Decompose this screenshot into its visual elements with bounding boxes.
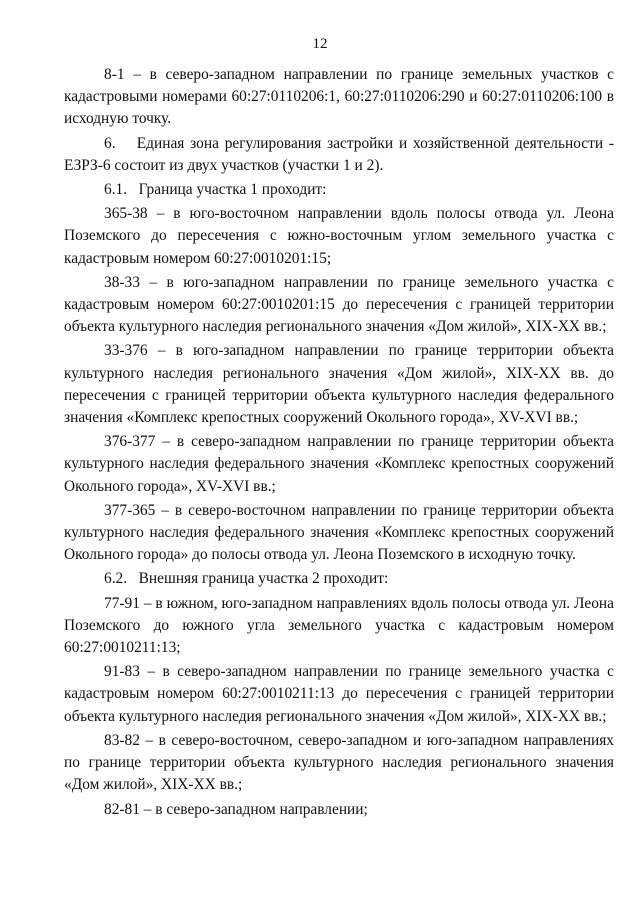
paragraph-boundary-82-81: 82-81 – в северо-западном направлении; <box>104 800 368 818</box>
document-body <box>64 64 614 821</box>
paragraph-boundary-377-365: 377-365 – в северо-восточном направлении по границе территории объекта культурного наследия федерального значения «Комплекс крепостных сооружений Окольного города» до полосы отвода ул. Леона Поземского в исходную точку. <box>64 501 614 564</box>
paragraph-boundary-376-377: 376-377 – в северо-западном направлении по границе территории объекта культурного наследия федерального значения «Комплекс крепостных сооружений Окольного города», XV-XVI вв.; <box>64 433 614 495</box>
paragraph-section-6-1: 6.1. Граница участка 1 проходит: <box>104 181 327 199</box>
paragraph-boundary-8-1: 8-1 – в северо-западном направлении по границе земельных участков с кадастровыми номерами 60:27:0110206:1, 60:27:0110206:290 и 60:27:0110206:100 в исходную точку. <box>64 66 614 128</box>
paragraph-boundary-91-83: 91-83 – в северо-западном направлении по границе земельного участка с кадастровым номером 60:27:0010211:13 до пересечения с границей территории объекта культурного наследия регионального значения «Дом жилой», XIX-XX вв.; <box>64 663 614 725</box>
paragraph-boundary-83-82: 83-82 – в северо-восточном, северо-западном и юго-западном направлениях по границе территории объекта культурного наследия регионального значения «Дом жилой», XIX-XX вв.; <box>64 731 614 794</box>
page-number: 12 <box>312 36 328 52</box>
paragraph-boundary-33-376: 33-376 – в юго-западном направлении по границе территории объекта культурного наследия регионального значения «Дом жилой», XIX-XX вв. до пересечения с границей территории объекта культурного наследия федерального значения «Комплекс крепостных сооружений Окольного города», XV-XVI вв.; <box>64 342 614 427</box>
paragraph-boundary-77-91: 77-91 – в южном, юго-западном направлениях вдоль полосы отвода ул. Леона Поземского до южного угла земельного участка с кадастровым номером 60:27:0010211:13; <box>64 594 614 657</box>
paragraph-boundary-365-38: 365-38 – в юго-восточном направлении вдоль полосы отвода ул. Леона Поземского до пересечения с южно-восточным углом земельного участка с кадастровым номером 60:27:0010201:15; <box>64 205 614 267</box>
paragraph-section-6-2: 6.2. Внешняя граница участка 2 проходит: <box>104 570 389 588</box>
paragraph-boundary-38-33: 38-33 – в юго-западном направлении по границе земельного участка с кадастровым номером 60:27:0010201:15 до пересечения с границей территории объекта культурного наследия регионального значения «Дом жилой», XIX-XX вв.; <box>64 273 614 336</box>
paragraph-section-6: 6. Единая зона регулирования застройки и хозяйственной деятельности - ЕЗРЗ-6 состоит из двух участков (участки 1 и 2). <box>64 134 614 174</box>
